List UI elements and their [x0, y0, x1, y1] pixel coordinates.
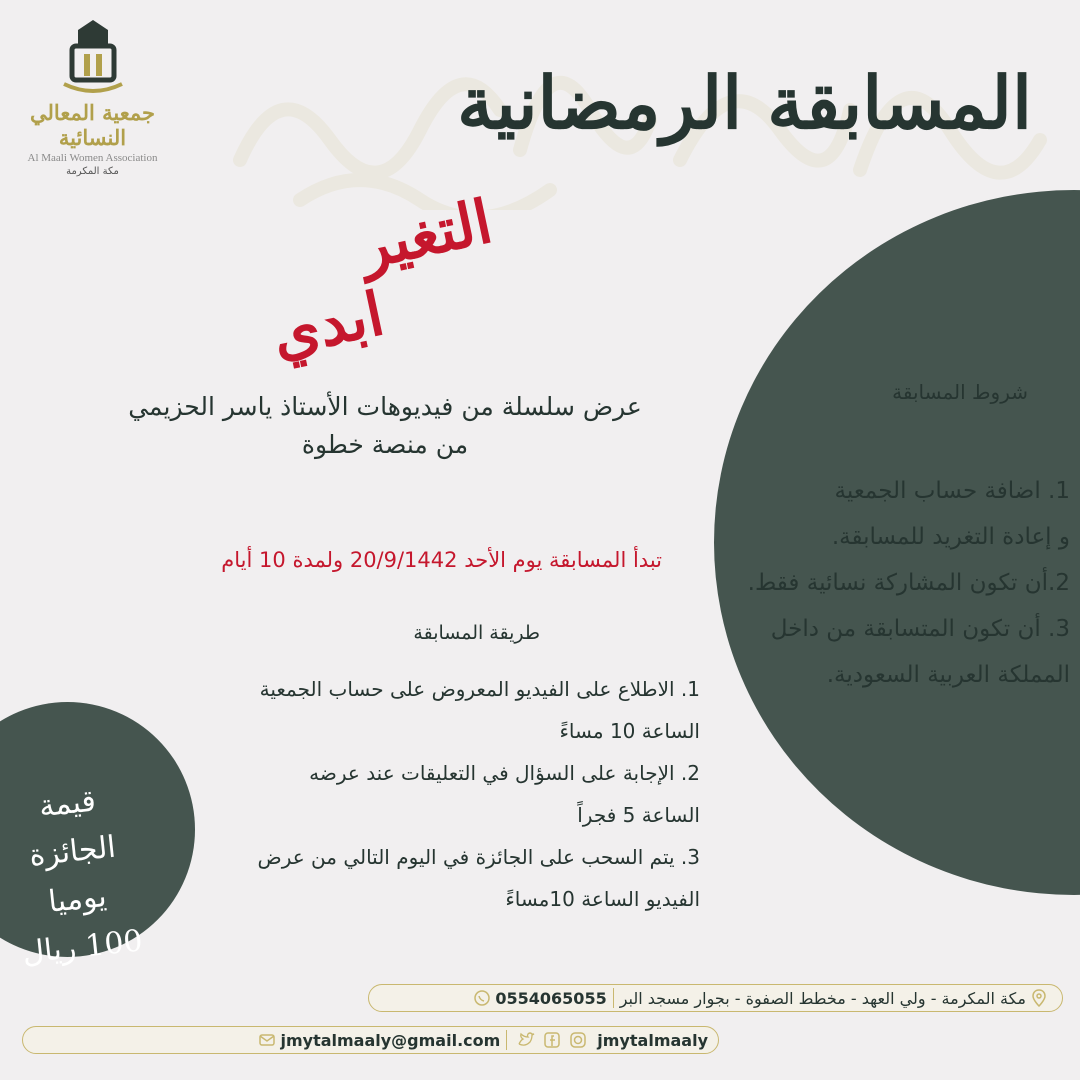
- prize-line: 100 ريال: [20, 923, 145, 971]
- divider: [613, 988, 614, 1008]
- method-item: الفيديو الساعة 10مساءً: [505, 887, 700, 911]
- conditions-item: المملكة العربية السعودية.: [826, 662, 1070, 688]
- location-icon: [1030, 989, 1048, 1007]
- headline-word-2: ابدي: [265, 279, 390, 371]
- conditions-title: شروط المسابقة: [892, 380, 1028, 404]
- method-item: 3. يتم السحب على الجائزة في اليوم التالي من عرض: [257, 845, 700, 869]
- prize-text: [0, 773, 160, 980]
- contact-bar: [22, 1026, 719, 1054]
- method-item: الساعة 5 فجراً: [577, 803, 700, 827]
- description: [105, 388, 665, 464]
- twitter-icon[interactable]: [517, 1031, 535, 1049]
- prize-line: يوميا: [46, 878, 109, 920]
- method-item: 2. الإجابة على السؤال في التعليقات عند عرضه: [309, 761, 700, 785]
- whatsapp-icon[interactable]: [473, 989, 491, 1007]
- address-bar: [368, 984, 1063, 1012]
- conditions-list: [700, 468, 1070, 698]
- conditions-item: 1. اضافة حساب الجمعية: [834, 478, 1070, 504]
- logo-city: مكة المكرمة: [66, 166, 119, 177]
- email-address[interactable]: jmytalmaaly@gmail.com: [280, 1030, 501, 1050]
- social-handle[interactable]: jmytalmaaly: [597, 1030, 708, 1050]
- facebook-icon[interactable]: [543, 1031, 561, 1049]
- page-title: المسابقة الرمضانية: [457, 60, 1032, 145]
- logo-english-name: Al Maali Women Association: [27, 152, 158, 164]
- method-item: الساعة 10 مساءً: [559, 719, 700, 743]
- method-list: [140, 668, 700, 920]
- instagram-icon[interactable]: [569, 1031, 587, 1049]
- description-line: من منصة خطوة: [301, 430, 469, 459]
- email-icon[interactable]: [258, 1031, 276, 1049]
- headline: [265, 186, 502, 371]
- association-logo: [10, 18, 175, 178]
- method-title: طريقة المسابقة: [413, 622, 540, 644]
- conditions-item: و إعادة التغريد للمسابقة.: [831, 524, 1070, 550]
- logo-arabic-name: جمعية المعالي النسائية: [30, 100, 155, 150]
- conditions-item: 3. أن تكون المتسابقة من داخل: [770, 616, 1070, 642]
- phone-number[interactable]: 0554065055: [495, 988, 607, 1008]
- address-text: مكة المكرمة - ولي العهد - مخطط الصفوة - بجوار مسجد البر: [619, 988, 1026, 1008]
- divider: [506, 1030, 507, 1050]
- prize-line: قيمة الجائزة: [27, 783, 118, 874]
- method-item: 1. الاطلاع على الفيديو المعروض على حساب الجمعية: [259, 677, 700, 701]
- conditions-item: 2.أن تكون المشاركة نسائية فقط.: [747, 570, 1070, 596]
- headline-word-1: التغير: [352, 186, 498, 284]
- description-line: عرض سلسلة من فيديوهات الأستاذ ياسر الحزيمي: [128, 392, 642, 421]
- start-date-text: تبدأ المسابقة يوم الأحد 20/9/1442 ولمدة 10 أيام: [221, 548, 662, 572]
- logo-mark-icon: [58, 18, 128, 98]
